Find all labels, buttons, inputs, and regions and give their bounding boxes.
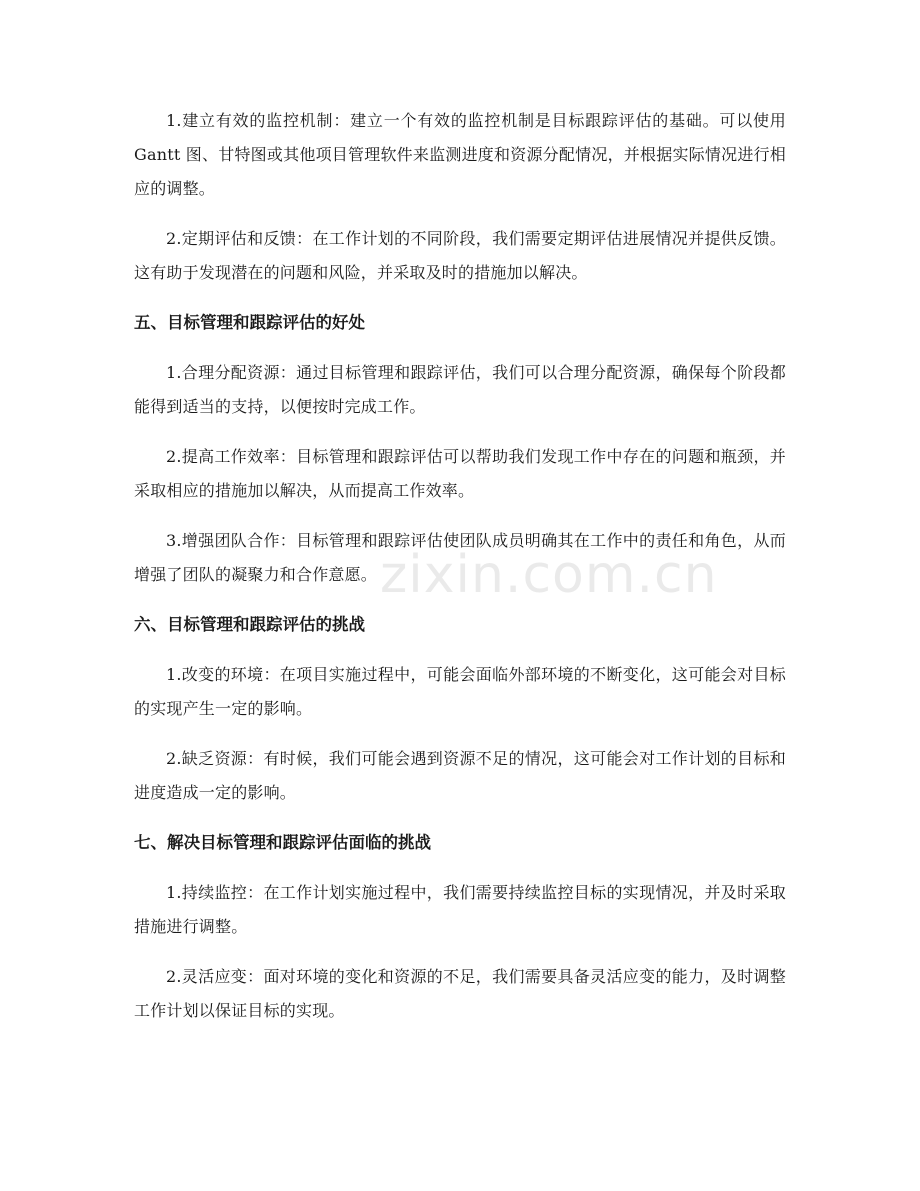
paragraph-periodic-review: 2.定期评估和反馈：在工作计划的不同阶段，我们需要定期评估进展情况并提供反馈。这有助于发现潜在的问题和风险，并采取及时的措施加以解决。 xyxy=(134,229,786,282)
paragraph-teamwork: 3.增强团队合作：目标管理和跟踪评估使团队成员明确其在工作中的责任和角色，从而增强了团队的凝聚力和合作意愿。 xyxy=(134,531,786,584)
paragraph-continuous-monitoring: 1.持续监控：在工作计划实施过程中，我们需要持续监控目标的实现情况，并及时采取措施进行调整。 xyxy=(134,883,786,936)
paragraph-resource-allocation: 1.合理分配资源：通过目标管理和跟踪评估，我们可以合理分配资源，确保每个阶段都能得到适当的支持，以便按时完成工作。 xyxy=(134,363,786,416)
section-heading-challenges: 六、目标管理和跟踪评估的挑战 xyxy=(134,615,365,634)
section-heading-benefits: 五、目标管理和跟踪评估的好处 xyxy=(134,313,365,332)
paragraph-efficiency: 2.提高工作效率：目标管理和跟踪评估可以帮助我们发现工作中存在的问题和瓶颈，并采取相应的措施加以解决，从而提高工作效率。 xyxy=(134,447,786,500)
paragraph-changing-environment: 1.改变的环境：在项目实施过程中，可能会面临外部环境的不断变化，这可能会对目标的实现产生一定的影响。 xyxy=(134,665,786,718)
paragraph-flexible-response: 2.灵活应变：面对环境的变化和资源的不足，我们需要具备灵活应变的能力，及时调整工作计划以保证目标的实现。 xyxy=(134,967,786,1020)
paragraph-monitoring-mechanism: 1.建立有效的监控机制：建立一个有效的监控机制是目标跟踪评估的基础。可以使用 Gantt 图、甘特图或其他项目管理软件来监测进度和资源分配情况，并根据实际情况进行相应的调整。 xyxy=(134,111,786,198)
section-heading-solutions: 七、解决目标管理和跟踪评估面临的挑战 xyxy=(134,833,431,852)
document-body xyxy=(134,104,786,1044)
watermark: zixin.com.cn xyxy=(380,545,718,605)
paragraph-lack-of-resources: 2.缺乏资源：有时候，我们可能会遇到资源不足的情况，这可能会对工作计划的目标和进度造成一定的影响。 xyxy=(134,749,786,802)
